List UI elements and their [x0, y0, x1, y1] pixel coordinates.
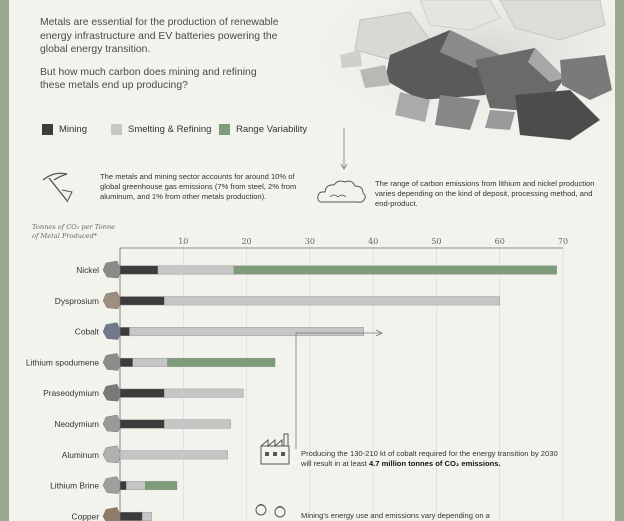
y-label-neodymium: Neodymium — [54, 419, 99, 429]
range-note: The range of carbon emissions from lithium and nickel production varies depending on the kind of deposit, processing method, and end-product. — [375, 179, 595, 208]
miner-icon — [252, 500, 292, 521]
y-label-copper: Copper — [71, 511, 99, 521]
miner-note: Mining's energy use and emissions vary depending on a — [301, 511, 490, 520]
y-label-cobalt: Cobalt — [74, 326, 99, 337]
intro-paragraph-2: But how much carbon does mining and refining these metals end up producing? — [40, 66, 257, 92]
y-label-dysprosium: Dysprosium — [54, 295, 99, 306]
y-label-lithium-brine: Lithium Brine — [50, 480, 99, 491]
legend-mining-label: Mining — [59, 124, 87, 135]
x-tick-label-10: 10 — [178, 237, 189, 246]
legend-range-label: Range Variability — [236, 124, 308, 135]
x-tick-label-50: 50 — [431, 237, 442, 246]
x-tick-label-40: 40 — [368, 237, 379, 246]
y-label-lithium-spodumene: Lithium spodumene — [25, 357, 99, 368]
y-label-praseodymium: Praseodymium — [43, 388, 99, 399]
y-label-aluminum: Aluminum — [61, 449, 99, 460]
y-axis-unit-line-2: of Metal Produced* — [32, 232, 98, 240]
legend-smelting-label: Smelting & Refining — [128, 124, 212, 135]
x-tick-label-60: 60 — [494, 237, 505, 246]
x-tick-label-30: 30 — [304, 237, 315, 246]
y-label-nickel: Nickel — [76, 265, 99, 275]
x-tick-label-20: 20 — [241, 237, 252, 246]
cobalt-note — [301, 449, 561, 469]
x-tick-label-70: 70 — [557, 237, 569, 246]
intro-paragraph-1: Metals are essential for the production of renewable energy infrastructure and EV batteries powering the global energy transition. — [40, 17, 279, 56]
cobalt-note-text: Producing the 130-210 kt of cobalt required for the energy transition by 2030 will result in at least — [301, 449, 558, 468]
y-axis-unit-line-1: Tonnes of CO₂ per Tonne — [32, 223, 116, 231]
cobalt-note-highlight: 4.7 million tonnes of CO₂ emissions. — [368, 459, 501, 468]
sector-note: The metals and mining sector accounts for around 10% of global greenhouse gas emissions (7% from steel, 2% from aluminum, and 1% from other metals production). — [100, 172, 297, 201]
